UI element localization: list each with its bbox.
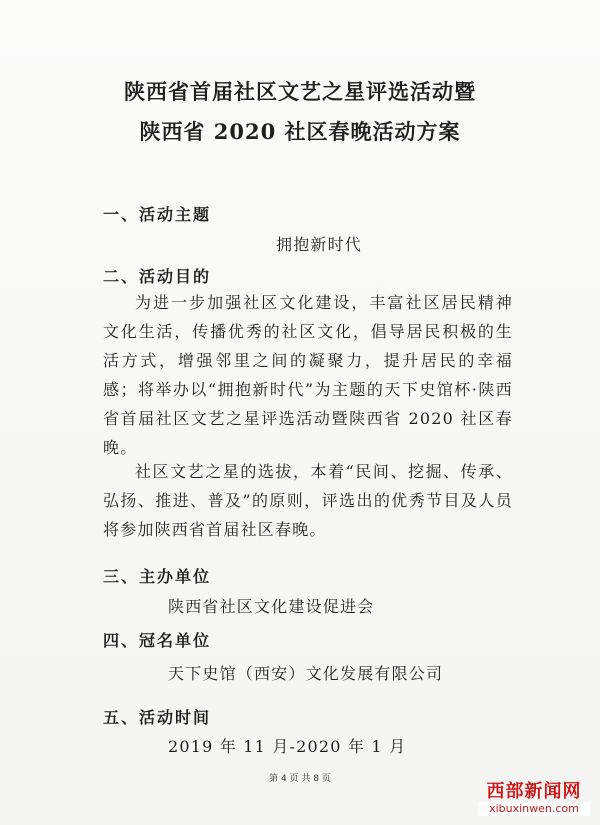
document-title-line-1: 陕西省首届社区文艺之星评选活动暨 <box>124 79 476 104</box>
watermark-name: 西部新闻网 <box>486 781 582 802</box>
purpose-paragraph-2: 社区文艺之星的选拔，本着“民间、挖掘、传承、弘扬、推进、普及”的原则，评选出的优秀节目及人员将参加陕西省首届社区春晚。 <box>103 462 513 539</box>
section-heading-theme: 一、活动主题 <box>103 205 212 224</box>
site-watermark <box>478 782 590 816</box>
section-heading-time: 五、活动时间 <box>103 708 212 727</box>
watermark-url: xibuxinwen.com <box>478 802 590 816</box>
section-heading-purpose: 二、活动目的 <box>103 267 212 286</box>
section-body-organizer: 陕西省社区文化建设促进会 <box>168 597 375 616</box>
page-number: 第 4 页 共 8 页 <box>269 774 331 784</box>
section-body-time: 2019 年 11 月-2020 年 1 月 <box>168 737 407 756</box>
section-heading-organizer: 三、主办单位 <box>103 567 212 586</box>
section-heading-sponsor: 四、冠名单位 <box>103 631 212 650</box>
section-body-sponsor: 天下史馆（西安）文化发展有限公司 <box>168 664 444 683</box>
purpose-paragraph-1: 为进一步加强社区文化建设，丰富社区居民精神文化生活，传播优秀的社区文化，倡导居民积极的生活方式，增强邻里之间的凝聚力，提升居民的幸福感；将举办以“拥抱新时代”为主题的天下史馆杯·陕西省首届社区文艺之星评选活动暨陕西省 2020 社区春晚。 <box>103 293 513 457</box>
section-body-theme: 拥抱新时代 <box>276 235 363 254</box>
document-title-line-2: 陕西省 2020 社区春晚活动方案 <box>139 119 461 144</box>
